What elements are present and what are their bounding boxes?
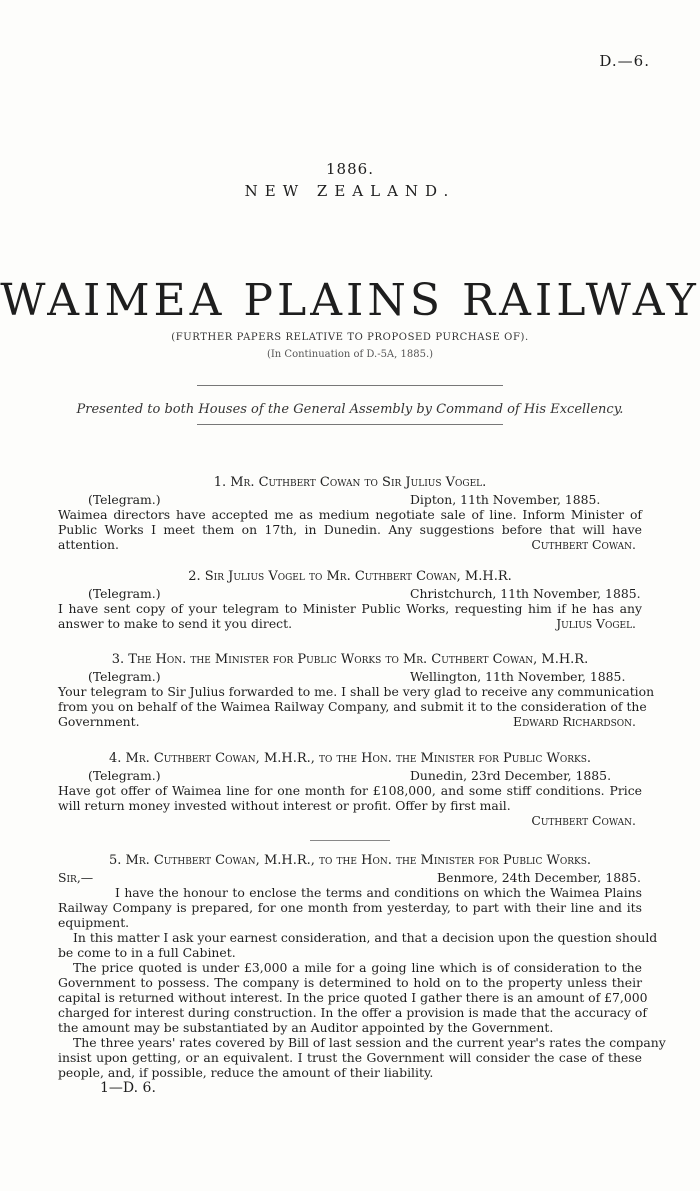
- letter-4-body-line: Have got offer of Waimea line for one month for £108,000, and some stiff conditions. Price: [58, 783, 642, 798]
- letter-5-body-line: The three years' rates covered by Bill of last session and the current year's rates the company: [73, 1035, 666, 1050]
- letter-1-heading: 1. Mr. Cuthbert Cowan to Sir Julius Vogel.: [213, 475, 487, 490]
- letter-1-place-date: Dipton, 11th November, 1885.: [410, 492, 601, 507]
- page-signature-mark: 1—D. 6.: [100, 1080, 156, 1096]
- country: NEW ZEALAND.: [244, 182, 456, 200]
- letter-5-salutation: Sir,—: [58, 870, 94, 885]
- letter-5-body-line: insist upon getting, or an equivalent. I trust the Government will consider the case of these: [58, 1050, 642, 1065]
- letter-5-body-line: I have the honour to enclose the terms and conditions on which the Waimea Plains: [115, 885, 642, 900]
- document-reference: D.—6.: [599, 52, 650, 70]
- letter-1-body-line: attention.: [58, 537, 119, 552]
- letter-4-body-line: will return money invested without interest or profit. Offer by first mail.: [58, 798, 511, 813]
- letter-3-heading: 3. The Hon. the Minister for Public Works to Mr. Cuthbert Cowan, M.H.R.: [111, 652, 589, 667]
- letter-1-body-line: Waimea directors have accepted me as medium negotiate sale of line. Inform Minister of: [58, 507, 642, 522]
- letter-5-body-line: In this matter I ask your earnest consideration, and that a decision upon the question should: [73, 930, 658, 945]
- letter-5-place-date: Benmore, 24th December, 1885.: [437, 870, 641, 885]
- letter-3-place-date: Wellington, 11th November, 1885.: [410, 669, 626, 684]
- letter-5-body-line: equipment.: [58, 915, 130, 930]
- letter-5-body-line: Government to possess. The company is determined to hold on to the property unless their: [58, 975, 642, 990]
- letter-3-body-line: from you on behalf of the Waimea Railway Company, and submit it to the consideration of the: [58, 699, 647, 714]
- divider-top: [197, 385, 503, 386]
- letter-4-type: (Telegram.): [88, 768, 161, 783]
- letter-2-type: (Telegram.): [88, 586, 161, 601]
- letter-5-body-line: be come to in a full Cabinet.: [58, 945, 236, 960]
- year: 1886.: [326, 160, 374, 178]
- letter-4-place-date: Dunedin, 23rd December, 1885.: [410, 768, 612, 783]
- subtitle: (FURTHER PAPERS RELATIVE TO PROPOSED PURCHASE OF).: [171, 332, 529, 343]
- letter-1-body-line: Public Works I meet them on 17th, in Dunedin. Any suggestions before that will have: [58, 522, 642, 537]
- letter-5-body-line: Railway Company is prepared, for one month from yesterday, to part with their line and its: [58, 900, 642, 915]
- letter-2-body-line: I have sent copy of your telegram to Minister Public Works, requesting him if he has any: [58, 601, 642, 616]
- letter-3-signature: Edward Richardson.: [513, 714, 636, 729]
- letter-2-heading: 2. Sir Julius Vogel to Mr. Cuthbert Cowan, M.H.R.: [188, 569, 512, 584]
- letter-2-body-line: answer to make to send it you direct.: [58, 616, 293, 631]
- letter-4-signature: Cuthbert Cowan.: [531, 813, 636, 828]
- letter-3-body-line: Your telegram to Sir Julius forwarded to me. I shall be very glad to receive any communication: [58, 684, 655, 699]
- letter-1-type: (Telegram.): [88, 492, 161, 507]
- letter-1-signature: Cuthbert Cowan.: [531, 537, 636, 552]
- letter-2-place-date: Christchurch, 11th November, 1885.: [410, 586, 641, 601]
- letter-5-body-line: charged for interest during construction. In the offer a provision is made that the accuracy of: [58, 1005, 647, 1020]
- letter-5-body-line: the amount may be substantiated by an Auditor appointed by the Government.: [58, 1020, 554, 1035]
- letter-4-heading: 4. Mr. Cuthbert Cowan, M.H.R., to the Hon. the Minister for Public Works.: [108, 751, 592, 766]
- divider-bottom: [197, 424, 503, 425]
- letter-5-body-line: people, and, if possible, reduce the amount of their liability.: [58, 1065, 434, 1080]
- page-title: WAIMEA PLAINS RAILWAY: [0, 275, 700, 326]
- letter-2-signature: Julius Vogel.: [556, 616, 636, 631]
- letter-5-body-line: The price quoted is under £3,000 a mile for a going line which is of consideration to the: [73, 960, 642, 975]
- letter-3-body-line: Government.: [58, 714, 140, 729]
- separator: [310, 840, 390, 841]
- presented-line: Presented to both Houses of the General Assembly by Command of His Excellency.: [76, 402, 624, 417]
- continuation-note: (In Continuation of D.-5A, 1885.): [266, 349, 434, 360]
- letter-3-type: (Telegram.): [88, 669, 161, 684]
- letter-5-body-line: capital is returned without interest. In the price quoted I gather there is an amount of £7,000: [58, 990, 648, 1005]
- letter-5-heading: 5. Mr. Cuthbert Cowan, M.H.R., to the Hon. the Minister for Public Works.: [108, 853, 592, 868]
